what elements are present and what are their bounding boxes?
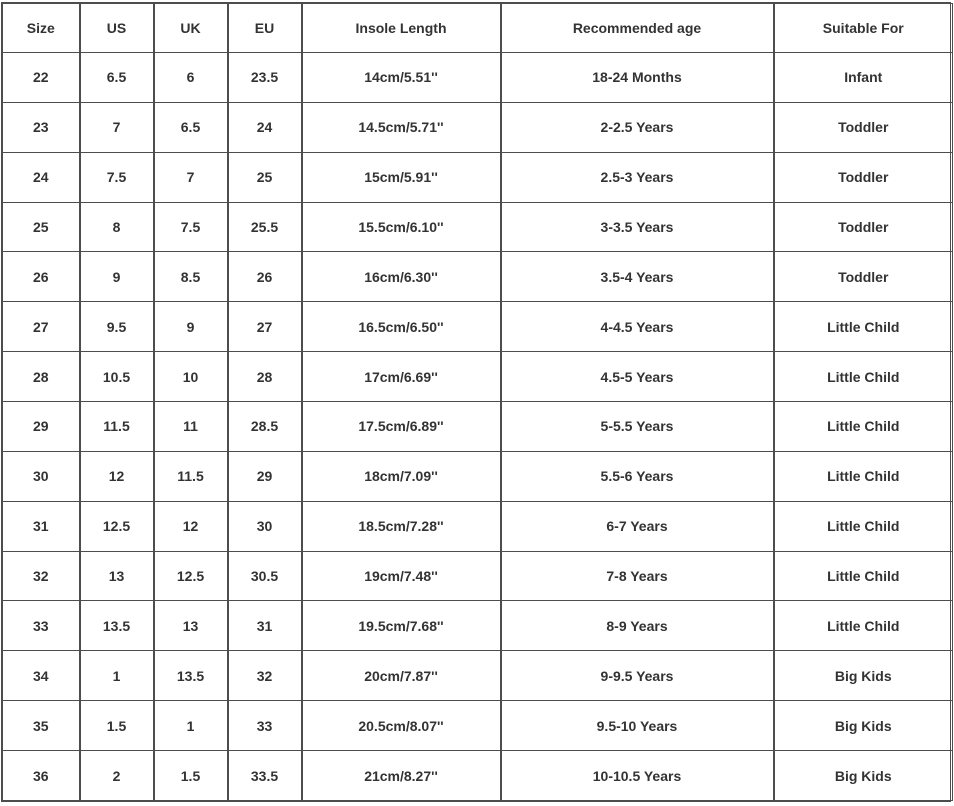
cell-suitable-for: Big Kids [774,751,953,801]
cell-insole-length: 17cm/6.69'' [302,352,501,402]
cell-us: 8 [80,202,154,252]
cell-us: 2 [80,751,154,801]
cell-uk: 8.5 [154,252,228,302]
cell-recommended-age: 3-3.5 Years [501,202,774,252]
header-size: Size [3,4,80,53]
cell-us: 1.5 [80,701,154,751]
cell-insole-length: 18.5cm/7.28'' [302,501,501,551]
cell-suitable-for: Toddler [774,202,953,252]
cell-size: 32 [3,551,80,601]
cell-insole-length: 20.5cm/8.07'' [302,701,501,751]
cell-suitable-for: Little Child [774,601,953,651]
cell-uk: 11.5 [154,451,228,501]
cell-size: 24 [3,152,80,202]
cell-eu: 33 [228,701,302,751]
cell-recommended-age: 4.5-5 Years [501,352,774,402]
cell-suitable-for: Little Child [774,402,953,452]
cell-suitable-for: Big Kids [774,701,953,751]
table-row [3,402,953,452]
cell-size: 35 [3,701,80,751]
cell-eu: 28 [228,352,302,402]
cell-us: 13.5 [80,601,154,651]
table-row [3,352,953,402]
cell-recommended-age: 5-5.5 Years [501,402,774,452]
table-row [3,651,953,701]
cell-us: 13 [80,551,154,601]
table-row [3,302,953,352]
cell-us: 9 [80,252,154,302]
cell-recommended-age: 18-24 Months [501,53,774,103]
size-chart-table [2,3,953,801]
cell-uk: 1 [154,701,228,751]
cell-suitable-for: Little Child [774,352,953,402]
table-row [3,152,953,202]
header-suitable-for: Suitable For [774,4,953,53]
cell-suitable-for: Infant [774,53,953,103]
cell-size: 23 [3,102,80,152]
cell-size: 34 [3,651,80,701]
cell-uk: 13 [154,601,228,651]
cell-recommended-age: 7-8 Years [501,551,774,601]
header-row [3,4,953,53]
cell-eu: 33.5 [228,751,302,801]
cell-size: 36 [3,751,80,801]
table-row [3,252,953,302]
header-uk: UK [154,4,228,53]
cell-eu: 28.5 [228,402,302,452]
cell-insole-length: 14.5cm/5.71'' [302,102,501,152]
cell-us: 6.5 [80,53,154,103]
cell-suitable-for: Big Kids [774,651,953,701]
cell-us: 12 [80,451,154,501]
header-eu: EU [228,4,302,53]
cell-recommended-age: 9.5-10 Years [501,701,774,751]
cell-insole-length: 17.5cm/6.89'' [302,402,501,452]
header-recommended-age: Recommended age [501,4,774,53]
cell-uk: 12 [154,501,228,551]
cell-uk: 7.5 [154,202,228,252]
cell-eu: 25.5 [228,202,302,252]
cell-eu: 32 [228,651,302,701]
table-row [3,102,953,152]
cell-suitable-for: Little Child [774,451,953,501]
cell-us: 10.5 [80,352,154,402]
table-row [3,551,953,601]
table-row [3,53,953,103]
cell-insole-length: 19cm/7.48'' [302,551,501,601]
cell-suitable-for: Little Child [774,302,953,352]
cell-us: 1 [80,651,154,701]
cell-suitable-for: Toddler [774,252,953,302]
cell-size: 31 [3,501,80,551]
table-row [3,701,953,751]
cell-uk: 11 [154,402,228,452]
cell-recommended-age: 2-2.5 Years [501,102,774,152]
cell-recommended-age: 4-4.5 Years [501,302,774,352]
cell-recommended-age: 8-9 Years [501,601,774,651]
cell-uk: 7 [154,152,228,202]
cell-insole-length: 18cm/7.09'' [302,451,501,501]
cell-uk: 9 [154,302,228,352]
cell-eu: 29 [228,451,302,501]
cell-suitable-for: Little Child [774,551,953,601]
cell-insole-length: 16cm/6.30'' [302,252,501,302]
table-row [3,601,953,651]
cell-size: 33 [3,601,80,651]
cell-suitable-for: Little Child [774,501,953,551]
cell-size: 28 [3,352,80,402]
cell-uk: 13.5 [154,651,228,701]
cell-recommended-age: 10-10.5 Years [501,751,774,801]
cell-eu: 31 [228,601,302,651]
table-row [3,501,953,551]
cell-eu: 27 [228,302,302,352]
cell-size: 29 [3,402,80,452]
cell-recommended-age: 2.5-3 Years [501,152,774,202]
cell-insole-length: 20cm/7.87'' [302,651,501,701]
cell-us: 11.5 [80,402,154,452]
cell-eu: 26 [228,252,302,302]
cell-us: 7.5 [80,152,154,202]
cell-suitable-for: Toddler [774,152,953,202]
table-body [3,53,953,801]
cell-us: 9.5 [80,302,154,352]
table-row [3,202,953,252]
cell-suitable-for: Toddler [774,102,953,152]
table-row [3,751,953,801]
cell-recommended-age: 5.5-6 Years [501,451,774,501]
cell-eu: 23.5 [228,53,302,103]
cell-eu: 25 [228,152,302,202]
cell-recommended-age: 9-9.5 Years [501,651,774,701]
cell-eu: 30 [228,501,302,551]
cell-uk: 1.5 [154,751,228,801]
cell-recommended-age: 6-7 Years [501,501,774,551]
cell-uk: 10 [154,352,228,402]
cell-uk: 12.5 [154,551,228,601]
cell-insole-length: 15.5cm/6.10'' [302,202,501,252]
cell-insole-length: 14cm/5.51'' [302,53,501,103]
cell-size: 27 [3,302,80,352]
cell-eu: 30.5 [228,551,302,601]
cell-size: 30 [3,451,80,501]
header-insole-length: Insole Length [302,4,501,53]
cell-insole-length: 21cm/8.27'' [302,751,501,801]
cell-us: 12.5 [80,501,154,551]
cell-eu: 24 [228,102,302,152]
cell-size: 26 [3,252,80,302]
cell-insole-length: 15cm/5.91'' [302,152,501,202]
cell-size: 22 [3,53,80,103]
size-chart [1,2,951,802]
cell-recommended-age: 3.5-4 Years [501,252,774,302]
cell-insole-length: 16.5cm/6.50'' [302,302,501,352]
cell-size: 25 [3,202,80,252]
cell-uk: 6.5 [154,102,228,152]
cell-insole-length: 19.5cm/7.68'' [302,601,501,651]
header-us: US [80,4,154,53]
cell-uk: 6 [154,53,228,103]
table-row [3,451,953,501]
cell-us: 7 [80,102,154,152]
